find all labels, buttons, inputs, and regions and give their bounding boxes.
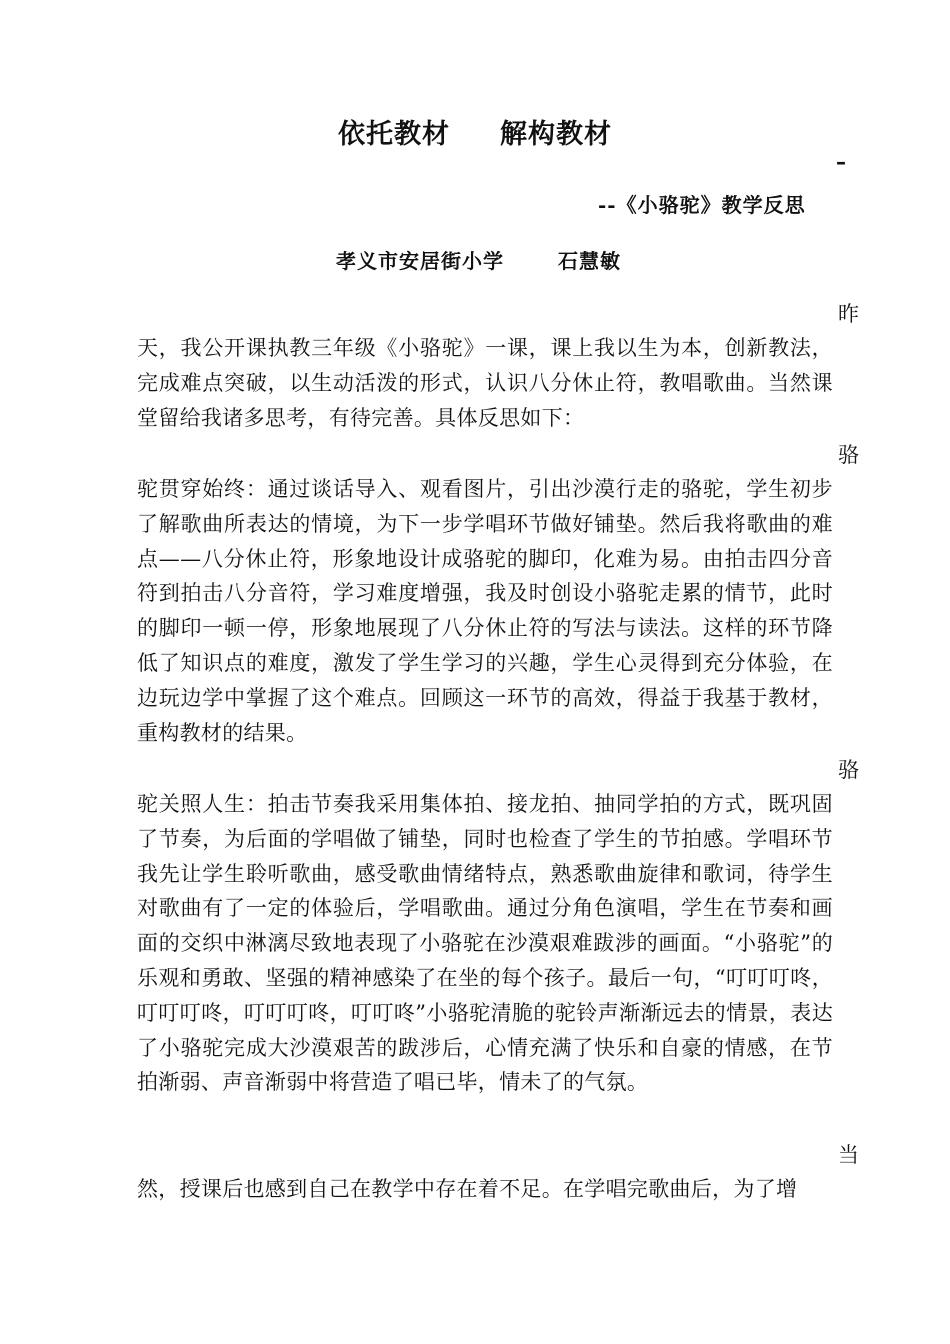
paragraph-3-body: 驼关照人生：拍击节奏我采用集体拍、接龙拍、抽同学拍的方式，既巩固了节奏，为后面的学唱做了铺垫，同时也检查了学生的节拍感。学唱环节我先让学生聆听歌曲，感受歌曲情绪特点，熟悉歌曲旋律和歌词，待学生对歌曲有了一定的体验后，学唱歌曲。通过分角色演唱，学生在节奏和画面的交织中淋漓尽致地表现了小骆驼在沙漠艰难跋涉的画面。“小骆驼”的乐观和勇敢、坚强的精神感染了在坐的每个孩子。最后一句，“叮叮叮咚，叮叮叮咚，叮叮叮咚，叮叮咚”小骆驼清脆的驼铃声渐渐远去的情景，表达了小骆驼完成大沙漠艰苦的跋涉后，心情充满了快乐和自豪的情感，在节拍渐弱、声音渐弱中将营造了唱已毕，情未了的气氛。 [137, 792, 833, 1095]
paragraph-2-first-char: 骆 [838, 443, 859, 467]
author-school: 孝义市安居街小学 [336, 249, 504, 273]
paragraph-1-body: 天，我公开课执教三年级《小骆驼》一课，课上我以生为本，创新教法，完成难点突破，以生动活泼的形式，认识八分休止符，教唱歌曲。当然课堂留给我诸多思考，有待完善。具体反思如下： [137, 336, 833, 430]
author-line [336, 245, 621, 274]
dash-mark: – [836, 150, 846, 174]
title-left: 依托教材 [338, 119, 450, 150]
paragraph-2-body: 驼贯穿始终：通过谈话导入、观看图片，引出沙漠行走的骆驼，学生初步了解歌曲所表达的情境，为下一步学唱环节做好铺垫。然后我将歌曲的难点——八分休止符，形象地设计成骆驼的脚印，化难为易。由拍击四分音符到拍击八分音符，学习难度增强，我及时创设小骆驼走累的情节，此时的脚印一顿一停，形象地展现了八分休止符的写法与读法。这样的环节降低了知识点的难度，激发了学生学习的兴趣，学生心灵得到充分体验，在边玩边学中掌握了这个难点。回顾这一环节的高效，得益于我基于教材，重构教材的结果。 [137, 477, 833, 745]
author-name: 石慧敏 [558, 249, 621, 273]
paragraph-4-body: 然，授课后也感到自己在教学中存在着不足。在学唱完歌曲后，为了增 [137, 1177, 798, 1201]
paragraph-1-first-char: 昨 [838, 302, 859, 326]
document-title [0, 112, 950, 151]
paragraph-3-first-char: 骆 [838, 758, 859, 782]
title-right: 解构教材 [500, 119, 612, 150]
paragraph-4-first-char: 当 [838, 1143, 859, 1167]
document-subtitle: --《小骆驼》教学反思 [598, 193, 806, 217]
